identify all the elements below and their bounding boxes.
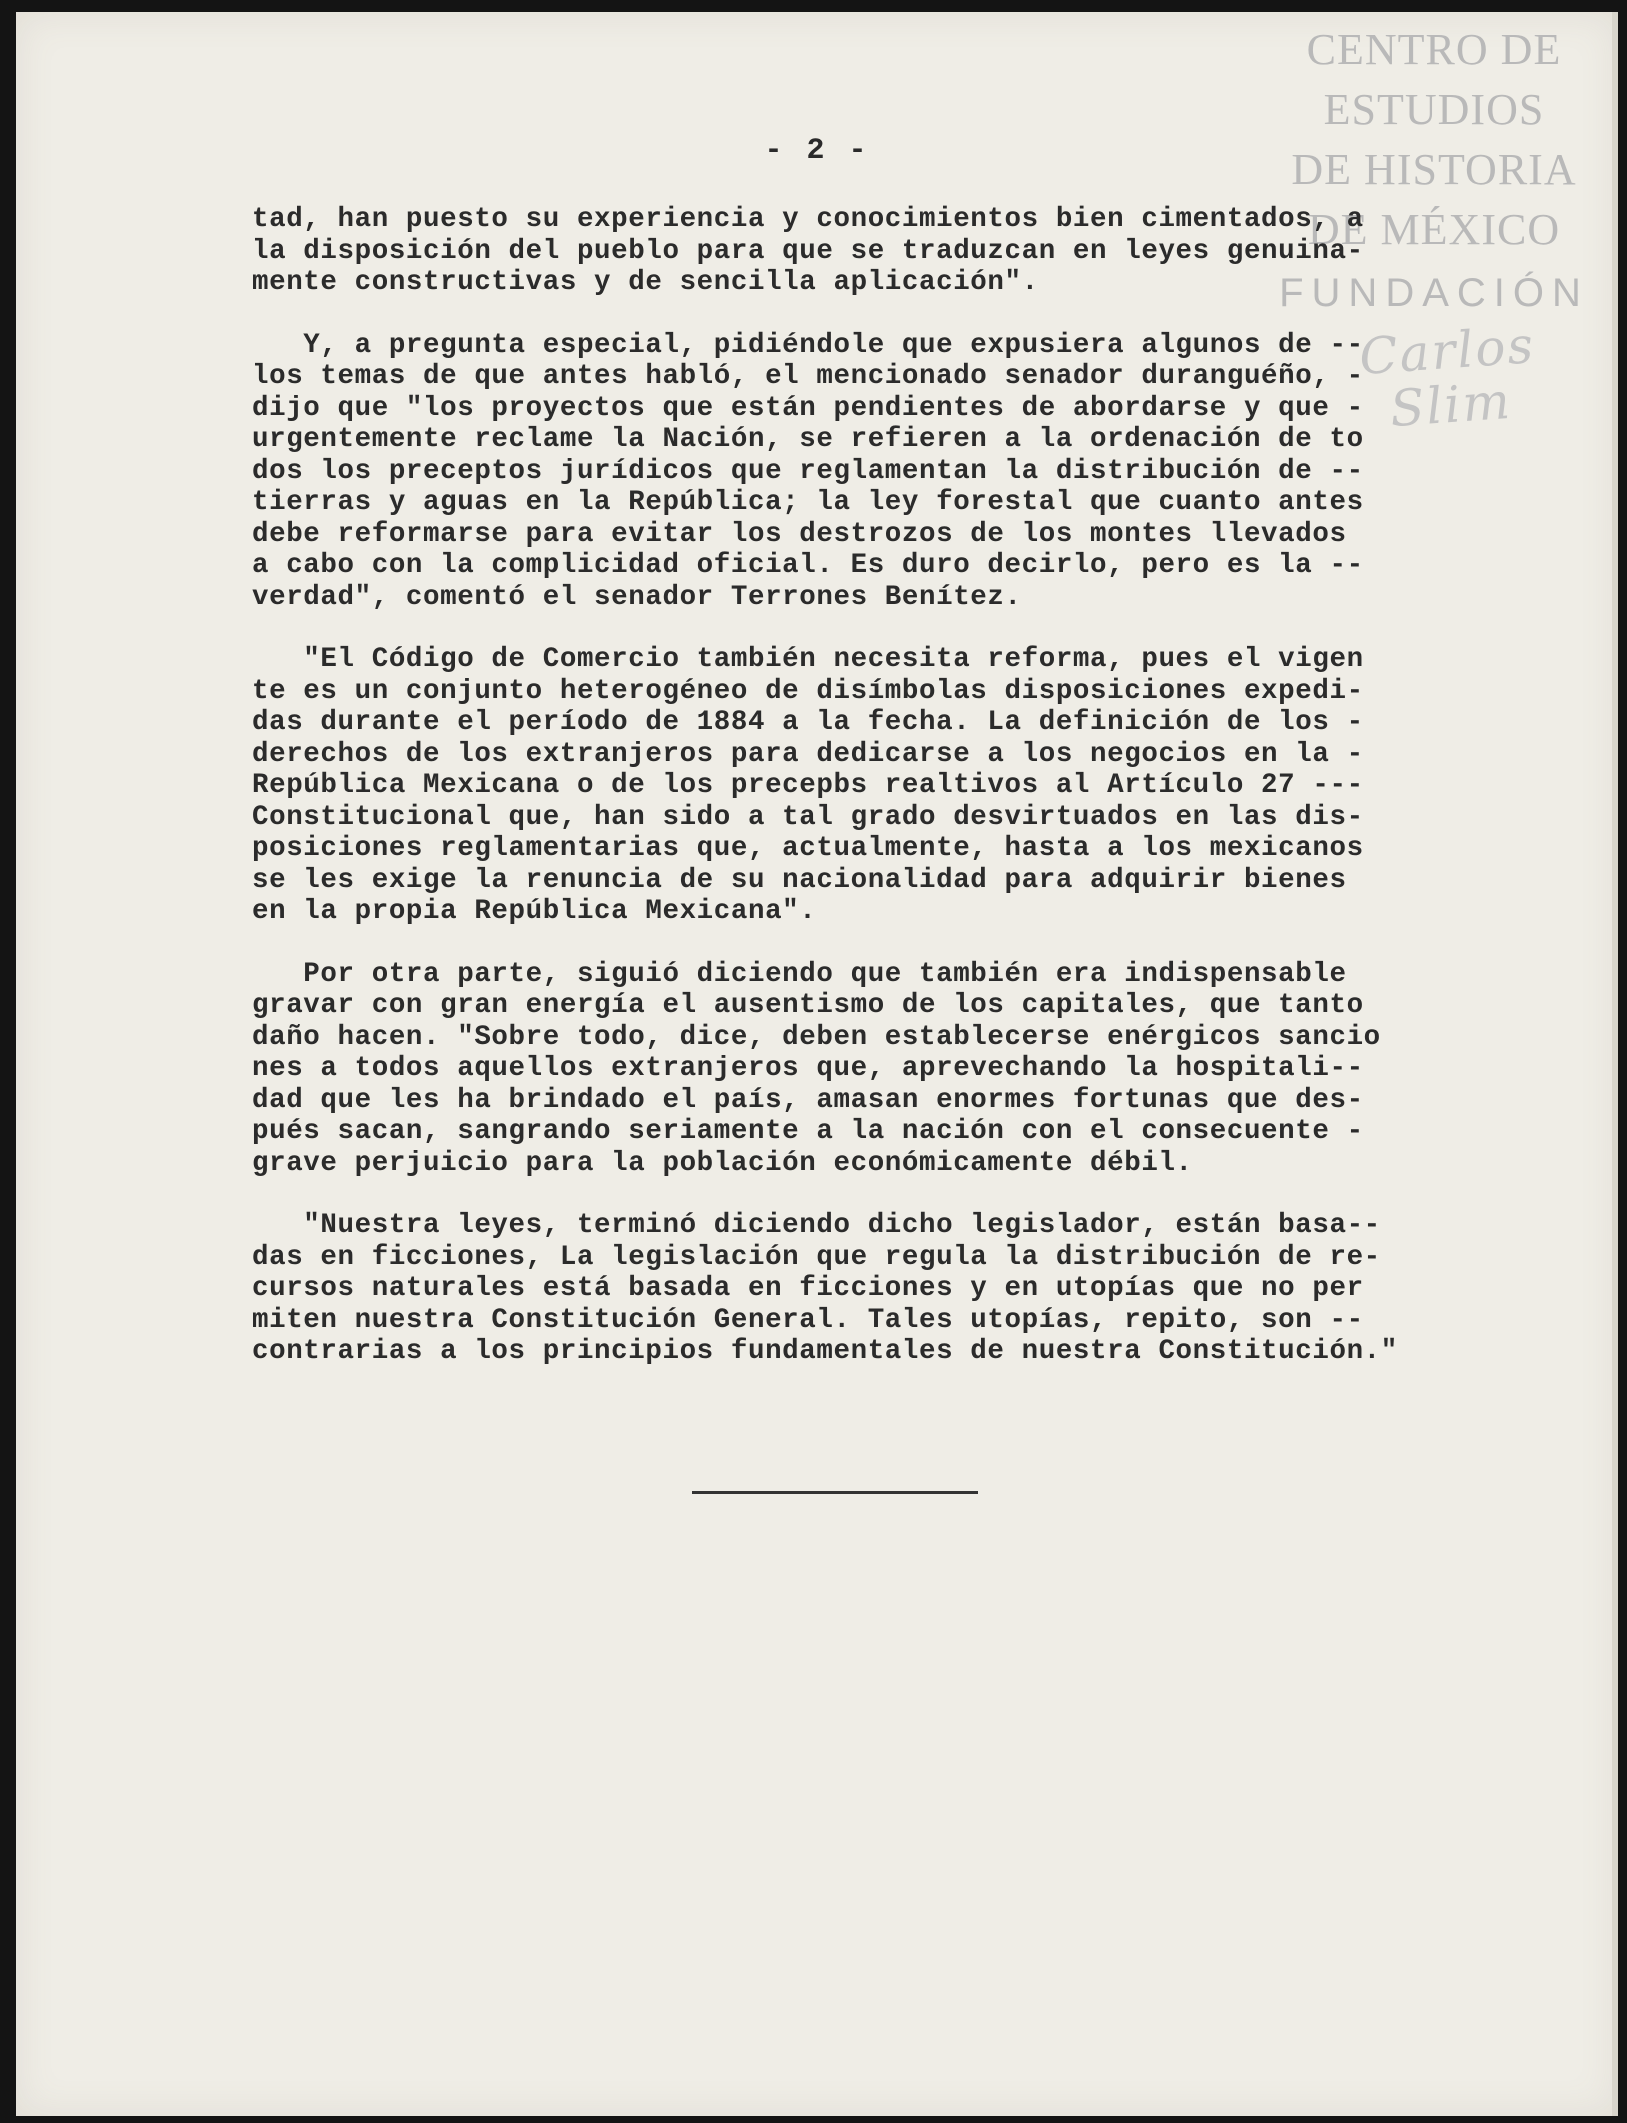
text-line: nes a todos aquellos extranjeros que, aprevechando la hospitali-- <box>252 1053 1364 1084</box>
paragraph <box>252 204 1502 299</box>
page-edge <box>1612 12 1618 2116</box>
page-number: - 2 - <box>764 134 870 168</box>
text-line: urgentemente reclame la Nación, se refieren a la ordenación de to <box>252 424 1364 455</box>
text-line: tierras y aguas en la República; la ley forestal que cuanto antes <box>252 487 1364 518</box>
text-line: dijo que "los proyectos que están pendientes de abordarse y que - <box>252 392 1364 424</box>
text-line: das durante el período de 1884 a la fecha. La definición de los - <box>252 707 1364 738</box>
watermark-line: DE MÉXICO <box>1307 205 1561 254</box>
watermark-foundation: FUNDACIÓN <box>1279 271 1589 315</box>
closing-divider <box>692 1491 978 1494</box>
watermark-signature: Carlos Slim <box>1357 316 1537 439</box>
text-line: te es un conjunto heterogéneo de disímbolas disposiciones expedi- <box>252 675 1364 707</box>
text-line: derechos de los extranjeros para dedicarse a los negocios en la - <box>252 738 1364 770</box>
text-line: cursos naturales está basada en ficciones y en utopías que no per <box>252 1273 1364 1304</box>
watermark-line: DE HISTORIA <box>1291 145 1577 194</box>
text-line: Por otra parte, siguió diciendo que también era indispensable <box>252 958 1347 990</box>
text-line: daño hacen. "Sobre todo, dice, deben establecerse enérgicos sancio <box>252 1021 1381 1053</box>
text-line: das en ficciones, La legislación que regula la distribución de re- <box>252 1241 1381 1273</box>
text-line: a cabo con la complicidad oficial. Es duro decirlo, pero es la -- <box>252 550 1364 581</box>
text-line: se les exige la renuncia de su nacionalidad para adquirir bienes <box>252 864 1347 896</box>
text-line: posiciones reglamentarias que, actualmente, hasta a los mexicanos <box>252 833 1364 864</box>
text-line: pués sacan, sangrando seriamente a la nación con el consecuente - <box>252 1116 1364 1147</box>
paragraph <box>252 959 1502 1180</box>
text-line: Y, a pregunta especial, pidiéndole que expusiera algunos de -- <box>252 329 1364 361</box>
text-line: tad, han puesto su experiencia y conocimientos bien cimentados, a <box>252 204 1364 235</box>
document-body <box>252 204 1502 1399</box>
text-line: Constitucional que, han sido a tal grado desvirtuados en las dis- <box>252 801 1364 833</box>
text-line: gravar con gran energía el ausentismo de los capitales, que tanto <box>252 990 1364 1021</box>
text-line: debe reformarse para evitar los destrozos de los montes llevados <box>252 518 1347 550</box>
text-line: dad que les ha brindado el país, amasan enormes fortunas que des- <box>252 1084 1364 1116</box>
text-line: "Nuestra leyes, terminó diciendo dicho legislador, están basa-- <box>252 1210 1381 1241</box>
watermark-line: CENTRO DE <box>1306 25 1562 74</box>
text-line: la disposición del pueblo para que se traduzcan en leyes genuina- <box>252 235 1364 267</box>
paragraph <box>252 1210 1502 1368</box>
paragraph <box>252 644 1502 928</box>
text-line: mente constructivas y de sencilla aplicación". <box>252 267 1039 298</box>
text-line: en la propia República Mexicana". <box>252 896 817 927</box>
text-line: contrarias a los principios fundamentales de nuestra Constitución." <box>252 1336 1398 1367</box>
text-line: "El Código de Comercio también necesita reforma, pues el vigen <box>252 644 1364 675</box>
text-line: República Mexicana o de los precepbs realtivos al Artículo 27 --- <box>252 770 1364 801</box>
text-line: dos los preceptos jurídicos que reglamentan la distribución de -- <box>252 455 1364 487</box>
paragraph <box>252 330 1502 614</box>
watermark-line: ESTUDIOS <box>1323 85 1545 134</box>
document-page <box>16 12 1618 2116</box>
text-line: verdad", comentó el senador Terrones Benítez. <box>252 581 1022 613</box>
text-line: los temas de que antes habló, el mencionado senador duranguéño, - <box>252 361 1364 392</box>
text-line: grave perjuicio para la población económicamente débil. <box>252 1147 1193 1179</box>
text-line: miten nuestra Constitución General. Tales utopías, repito, son -- <box>252 1304 1364 1336</box>
